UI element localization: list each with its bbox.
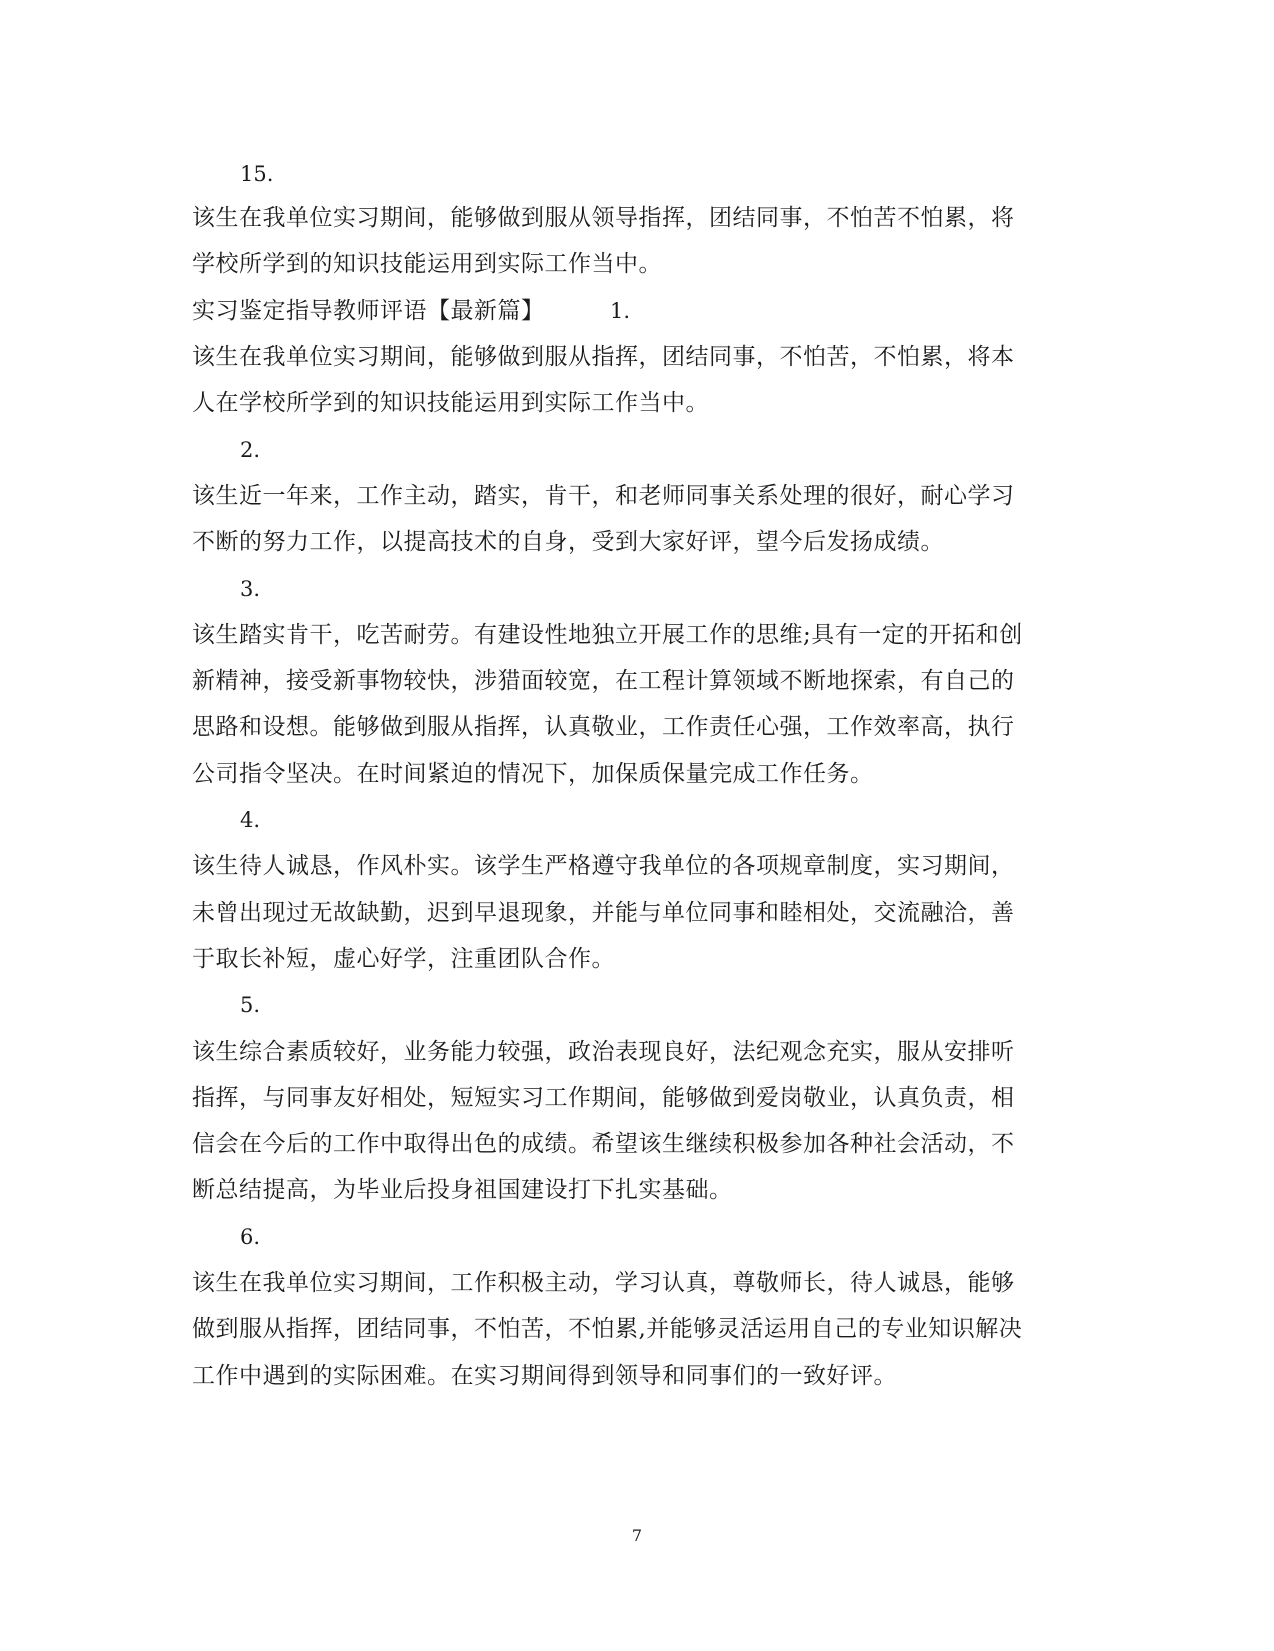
paragraph-line: 公司指令坚决。在时间紧迫的情况下，加保质保量完成工作任务。 [192,761,874,787]
paragraph-line: 于取长补短，虚心好学，注重团队合作。 [192,946,615,972]
item-number: 3. [240,577,261,601]
item-number: 15. [240,162,274,186]
paragraph-line: 断总结提高，为毕业后投身祖国建设打下扎实基础。 [192,1177,733,1203]
paragraph-line: 做到服从指挥，团结同事，不怕苦，不怕累,并能够灵活运用自己的专业知识解决 [192,1316,1023,1342]
paragraph-line: 未曾出现过无故缺勤，迟到早退现象，并能与单位同事和睦相处，交流融洽，善 [192,900,1015,926]
paragraph-line: 该生在我单位实习期间，能够做到服从领导指挥，团结同事，不怕苦不怕累，将 [192,205,1015,231]
paragraph-line: 该生待人诚恳，作风朴实。该学生严格遵守我单位的各项规章制度，实习期间， [192,853,1015,879]
paragraph-line: 新精神，接受新事物较快，涉猎面较宽，在工程计算领域不断地探索，有自己的 [192,668,1015,694]
item-number: 2. [240,438,261,462]
section-heading: 实习鉴定指导教师评语【最新篇】 [192,298,545,324]
paragraph-line: 思路和设想。能够做到服从指挥，认真敬业，工作责任心强，工作效率高，执行 [192,714,1015,740]
paragraph-line: 不断的努力工作，以提高技术的自身，受到大家好评，望今后发扬成绩。 [192,529,944,555]
paragraph-line: 工作中遇到的实际困难。在实习期间得到领导和同事们的一致好评。 [192,1363,897,1389]
paragraph-line: 该生在我单位实习期间，能够做到服从指挥，团结同事，不怕苦，不怕累，将本 [192,344,1015,370]
paragraph-line: 该生在我单位实习期间，工作积极主动，学习认真，尊敬师长，待人诚恳，能够 [192,1270,1015,1296]
paragraph-line: 该生综合素质较好，业务能力较强，政治表现良好，法纪观念充实，服从安排听 [192,1039,1015,1065]
item-number: 1. [610,299,631,323]
paragraph-line: 人在学校所学到的知识技能运用到实际工作当中。 [192,390,709,416]
paragraph-line: 该生踏实肯干，吃苦耐劳。有建设性地独立开展工作的思维;具有一定的开拓和创 [192,622,1023,648]
item-number: 5. [240,993,261,1017]
paragraph-line: 学校所学到的知识技能运用到实际工作当中。 [192,251,662,277]
item-number: 4. [240,808,261,832]
paragraph-line: 该生近一年来，工作主动，踏实，肯干，和老师同事关系处理的很好，耐心学习 [192,483,1015,509]
paragraph-line: 信会在今后的工作中取得出色的成绩。希望该生继续积极参加各种社会活动，不 [192,1131,1015,1157]
page-number: 7 [631,1526,643,1545]
item-number: 6. [240,1225,261,1249]
paragraph-line: 指挥，与同事友好相处，短短实习工作期间，能够做到爱岗敬业，认真负责，相 [192,1085,1015,1111]
